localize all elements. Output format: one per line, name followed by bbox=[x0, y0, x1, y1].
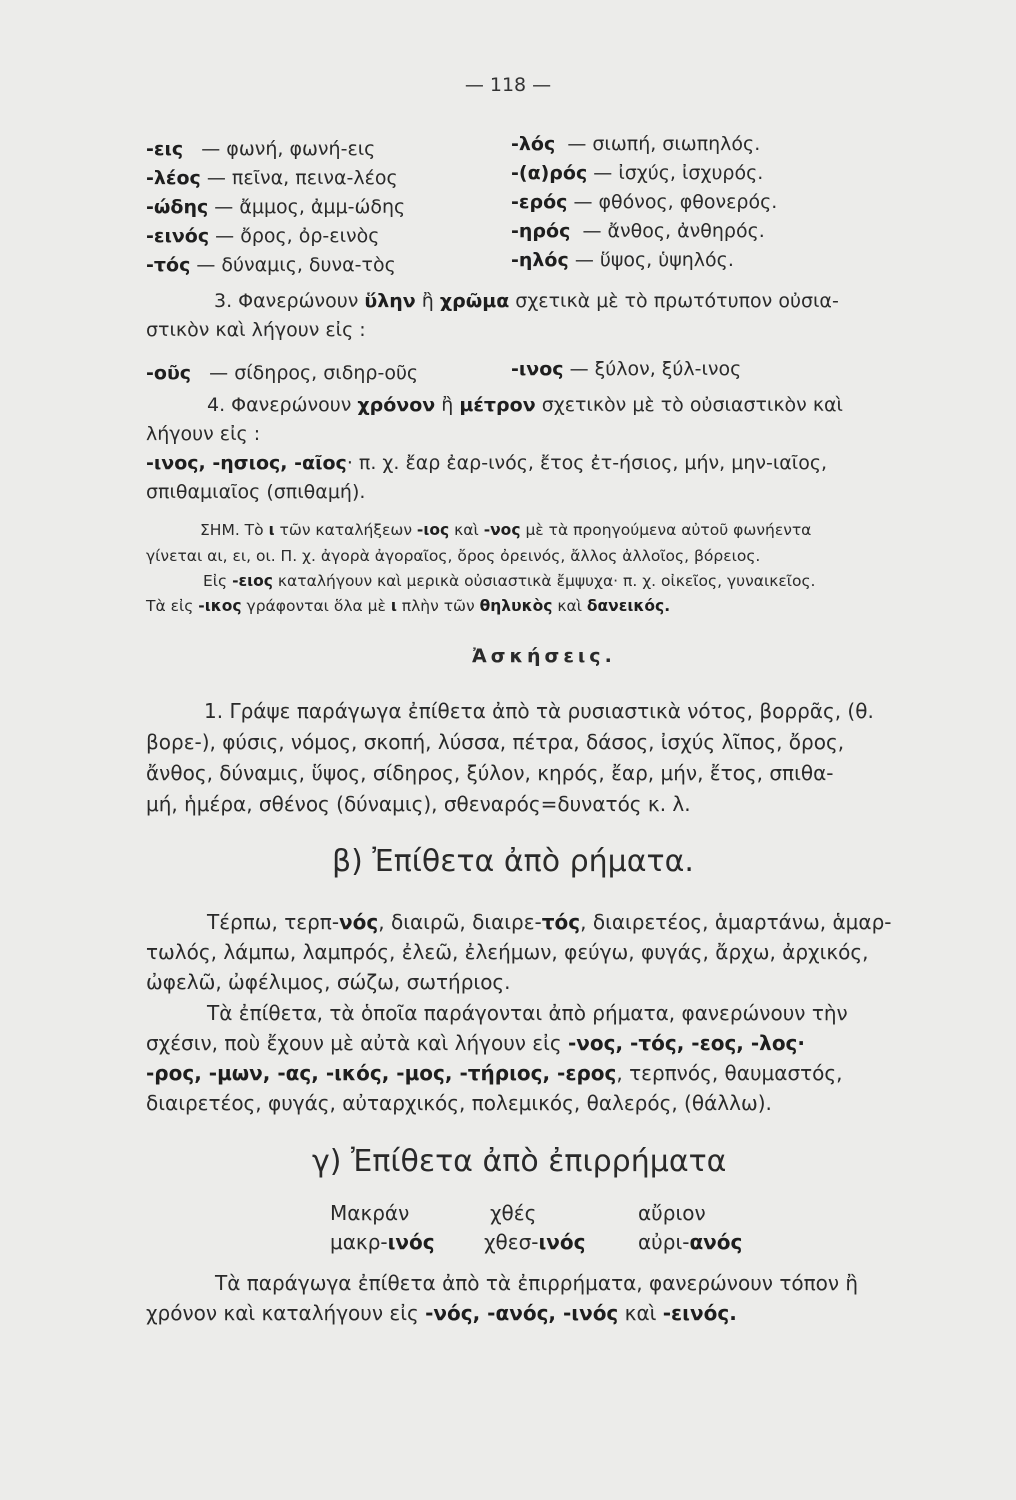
derived-adjective bbox=[484, 1229, 586, 1255]
suffix-example: — δύναμις, δυνα-τὸς bbox=[196, 254, 396, 276]
suffix-row-left bbox=[146, 224, 379, 248]
adverb-word: αὔριον bbox=[638, 1201, 706, 1225]
note-text: καὶ bbox=[552, 597, 587, 615]
rule-3-example bbox=[511, 357, 741, 381]
rule-4-line-3 bbox=[146, 451, 827, 475]
rule-3-line-2: στικὸν καὶ λήγουν εἰς : bbox=[146, 319, 366, 341]
suffix-list: -εινός. bbox=[662, 1301, 737, 1325]
exercise-1-line: ἄνθος, δύναμις, ὕψος, σίδηρος, ξύλον, κηρός, ἔαρ, μήν, ἔτος, σπιθα- bbox=[146, 761, 834, 785]
rule-keyword: ὕλην bbox=[364, 290, 416, 312]
suffix-example: — ξύλον, ξύλ-ινος bbox=[569, 358, 742, 380]
section-c-line: Τὰ παράγωγα ἐπίθετα ἀπὸ τὰ ἐπιρρήματα, φανερώνουν τόπον ἢ bbox=[215, 1271, 859, 1295]
suffix: -ώδης bbox=[146, 196, 209, 218]
adverb-word: Μακράν bbox=[330, 1201, 410, 1225]
rule-text: ἢ bbox=[415, 290, 440, 312]
page-number: — 118 — bbox=[464, 74, 552, 96]
rule-text: σχετικὰ μὲ τὸ πρωτότυπον οὐσια- bbox=[509, 290, 839, 312]
suffix-list: -νος, -τός, -εος, -λος· bbox=[567, 1031, 806, 1055]
suffix: -λέος bbox=[146, 167, 201, 189]
stem: χθεσ- bbox=[484, 1230, 539, 1254]
rule-text: 4. Φανερώνουν bbox=[207, 394, 358, 416]
section-c-line bbox=[146, 1300, 737, 1326]
section-b-line: διαιρετέος, φυγάς, αὐταρχικός, πολεμικός, θαλερός, (θάλλω). bbox=[146, 1091, 772, 1115]
suffix-row-right bbox=[511, 190, 777, 214]
suffix-list: -ρος, -μων, -ας, -ικός, -μος, -τήριος, -ερος bbox=[146, 1061, 617, 1085]
suffix-row-left bbox=[146, 253, 396, 277]
suffix: -εινός bbox=[146, 225, 210, 247]
suffix: -ινος, -ησιος, -αῖος bbox=[146, 452, 347, 474]
note-line-4 bbox=[146, 594, 670, 618]
exercise-1-line: βορε-), φύσις, νόμος, σκοπή, λύσσα, πέτρα, δάσος, ἰσχύς λῖπος, ὄρος, bbox=[146, 730, 845, 754]
rule-text: · π. χ. ἔαρ ἐαρ-ινός, ἔτος ἐτ-ήσιος, μήν, μην-ιαῖος, bbox=[346, 452, 828, 474]
suffix-example: — σιωπή, σιωπηλός. bbox=[567, 133, 761, 155]
suffix-example: — ὕψος, ὑψηλός. bbox=[574, 249, 734, 271]
suffix-row-right bbox=[511, 219, 765, 243]
exercises-title: Ἀσκήσεις. bbox=[472, 645, 616, 667]
body-text: χρόνον καὶ καταλήγουν εἰς bbox=[146, 1301, 426, 1325]
section-b-line bbox=[146, 1060, 843, 1086]
exercise-1-line: μή, ἡμέρα, σθένος (δύναμις), σθεναρός=δυνατός κ. λ. bbox=[146, 792, 691, 816]
note-text: καὶ bbox=[449, 521, 484, 539]
suffix-example: — πεῖνα, πεινα-λέος bbox=[206, 167, 398, 189]
adverb-word: χθές bbox=[490, 1201, 537, 1225]
section-c-title: γ) Ἐπίθετα ἀπὸ ἐπιρρήματα bbox=[312, 1144, 727, 1179]
rule-text: 3. Φανερώνουν bbox=[214, 290, 365, 312]
rule-4-line-2: λήγουν εἰς : bbox=[146, 423, 261, 445]
suffix: νός bbox=[339, 910, 379, 934]
suffix: -οῦς bbox=[146, 362, 192, 384]
note-text: μὲ τὰ προηγούμενα αὐτοῦ φωνήεντα bbox=[520, 521, 812, 539]
note-emphasis: ι bbox=[268, 521, 275, 539]
note-line-2: γίνεται αι, ει, οι. Π. χ. ἀγορὰ ἀγοραῖος, ὄρος ὀρεινός, ἄλλος ἀλλοῖος, βόρειος. bbox=[146, 547, 761, 565]
exercise-1-line: 1. Γράψε παράγωγα ἐπίθετα ἀπὸ τὰ ρυσιαστικὰ νότος, βορρᾶς, (θ. bbox=[204, 699, 874, 723]
rule-3-example bbox=[146, 361, 418, 385]
body-text: , τερπνός, θαυμαστός, bbox=[616, 1061, 843, 1085]
rule-keyword: χρῶμα bbox=[439, 290, 510, 312]
suffix: -ηλός bbox=[511, 249, 569, 271]
note-emphasis: ι bbox=[390, 597, 397, 615]
note-text: Τὰ εἰς bbox=[146, 597, 199, 615]
suffix-example: — ἄμμος, ἀμμ-ώδης bbox=[214, 196, 406, 218]
body-text: καὶ bbox=[618, 1301, 663, 1325]
suffix-example: — σίδηρος, σιδηρ-οῦς bbox=[209, 362, 419, 384]
section-b-line: ὠφελῶ, ὠφέλιμος, σώζω, σωτήριος. bbox=[146, 970, 511, 994]
suffix-row-left bbox=[146, 137, 375, 161]
suffix-row-right bbox=[511, 132, 760, 156]
note-line-3 bbox=[203, 569, 815, 593]
section-b-line bbox=[207, 909, 892, 935]
rule-4-line-4: σπιθαμιαῖος (σπιθαμή). bbox=[146, 481, 366, 503]
note-text: τῶν καταλήξεων bbox=[274, 521, 417, 539]
suffix: -εις bbox=[146, 138, 184, 160]
note-emphasis: -ειος bbox=[232, 572, 273, 590]
suffix-row-right bbox=[511, 248, 734, 272]
suffix-row-left bbox=[146, 195, 405, 219]
section-b-line: τωλός, λάμπω, λαμπρός, ἐλεῶ, ἐλεήμων, φεύγω, φυγάς, ἄρχω, ἀρχικός, bbox=[146, 940, 869, 964]
suffix: -λός bbox=[511, 133, 556, 155]
suffix: ινός bbox=[538, 1230, 586, 1254]
section-b-title: β) Ἐπίθετα ἀπὸ ρήματα. bbox=[332, 844, 694, 879]
stem: αὐρι- bbox=[638, 1230, 690, 1254]
suffix-example: — ἰσχύς, ἰσχυρός. bbox=[593, 162, 764, 184]
note-text: Εἰς bbox=[203, 572, 233, 590]
stem: μακρ- bbox=[330, 1230, 388, 1254]
body-text: , διαιρετέος, ἁμαρτάνω, ἁμαρ- bbox=[580, 910, 892, 934]
rule-text: σχετικὸν μὲ τὸ οὐσιαστικὸν καὶ bbox=[535, 394, 843, 416]
note-emphasis: θηλυκὸς bbox=[479, 597, 553, 615]
note-emphasis: -ικος bbox=[198, 597, 242, 615]
note-emphasis: -ιος bbox=[416, 521, 450, 539]
note-text: καταλήγουν καὶ μερικὰ οὐσιαστικὰ ἔμψυχα· π. χ. οἰκεῖος, γυναικεῖος. bbox=[273, 572, 816, 590]
suffix-example: — φθόνος, φθονερός. bbox=[573, 191, 778, 213]
suffix: -ερός bbox=[511, 191, 568, 213]
suffix: τός bbox=[541, 910, 581, 934]
note-text: ΣΗΜ. Τὸ bbox=[200, 521, 269, 539]
note-text: γράφονται ὅλα μὲ bbox=[241, 597, 391, 615]
rule-keyword: χρόνον bbox=[357, 394, 436, 416]
section-b-line: Τὰ ἐπίθετα, τὰ ὁποῖα παράγονται ἀπὸ ρήματα, φανερώνουν τὴν bbox=[207, 1001, 848, 1025]
note-emphasis: -νος bbox=[483, 521, 521, 539]
derived-adjective bbox=[638, 1229, 742, 1255]
rule-keyword: μέτρον bbox=[459, 394, 536, 416]
suffix: -τός bbox=[146, 254, 191, 276]
note-line-1 bbox=[200, 518, 811, 542]
derived-adjective bbox=[330, 1229, 435, 1255]
suffix: -ηρός bbox=[511, 220, 571, 242]
section-b-line bbox=[146, 1030, 805, 1056]
note-text: πλὴν τῶν bbox=[396, 597, 480, 615]
suffix: -ινος bbox=[511, 358, 564, 380]
suffix: -(α)ρός bbox=[511, 162, 588, 184]
body-text: Τέρπω, τερπ- bbox=[207, 910, 340, 934]
rule-4-line-1 bbox=[207, 393, 843, 417]
suffix: ανός bbox=[689, 1230, 743, 1254]
body-text: , διαιρῶ, διαιρε- bbox=[378, 910, 542, 934]
suffix-row-left bbox=[146, 166, 398, 190]
rule-text: ἢ bbox=[435, 394, 460, 416]
suffix-example: — φωνή, φωνή-εις bbox=[201, 138, 376, 160]
suffix: ινός bbox=[387, 1230, 435, 1254]
suffix-list: -νός, -ανός, -ινός bbox=[425, 1301, 619, 1325]
note-emphasis: δανεικός. bbox=[586, 597, 671, 615]
suffix-row-right bbox=[511, 161, 763, 185]
suffix-example: — ἄνθος, ἀνθηρός. bbox=[582, 220, 765, 242]
suffix-example: — ὄρος, ὀρ-εινὸς bbox=[215, 225, 380, 247]
rule-3-line-1 bbox=[214, 289, 839, 313]
body-text: σχέσιν, ποὺ ἔχουν μὲ αὐτὰ καὶ λήγουν εἰς bbox=[146, 1031, 568, 1055]
